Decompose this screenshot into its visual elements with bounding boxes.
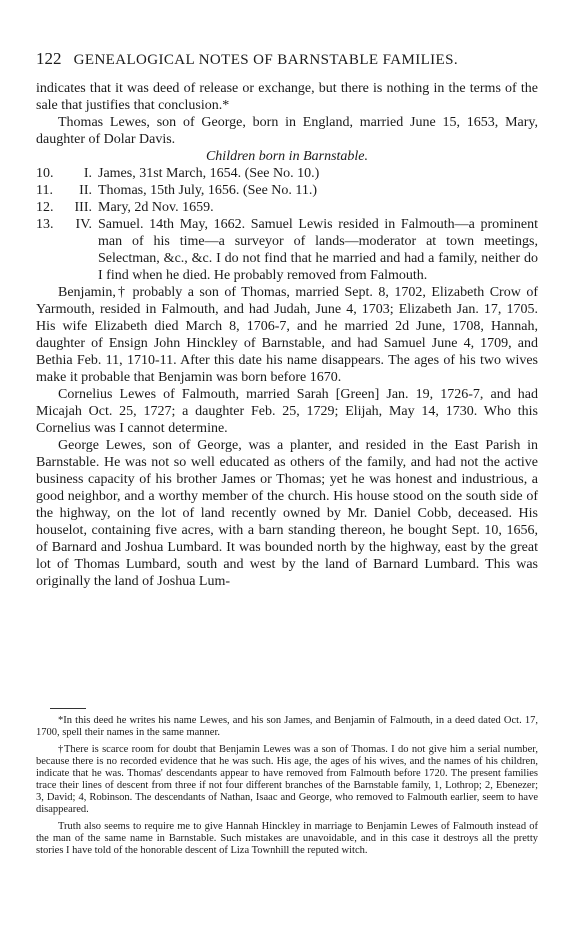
child-text: Samuel. 14th May, 1662. Samuel Lewis resided in Falmouth—a prominent man of his time—a surveyor of lands—moderator at town meetings, Selectman, &c., &c. I do not find that he married and had a family, neither do I find when he died. He probably removed from Falmouth. — [98, 217, 538, 283]
paragraph-thomas-lewes: Thomas Lewes, son of George, born in England, married June 15, 1653, Mary, daughter of Dolar Davis. — [36, 115, 538, 147]
running-header — [36, 49, 546, 69]
serial-number: 11. — [36, 183, 53, 198]
roman-numeral: III. — [74, 200, 92, 215]
paragraph-benjamin: Benjamin,† probably a son of Thomas, married Sept. 8, 1702, Elizabeth Crow of Yarmouth, resided in Falmouth, and had Judah, June 4, 1703; Elizabeth Jan. 17, 1705. His wife Elizabeth died March 8, 1706-7, and he married 2d June, 1708, Hannah, daughter of Ensign John Hinckley of Barnstable, and had Samuel June 4, 1709, and Bethia Feb. 11, 1710-11. After this date his name disappears. The ages of his two wives make it probable that Benjamin was born before 1670. — [36, 285, 538, 385]
roman-numeral: IV. — [75, 217, 92, 232]
child-entry — [36, 199, 538, 216]
running-title: GENEALOGICAL NOTES OF BARNSTABLE FAMILIES. — [73, 52, 458, 68]
child-text: James, 31st March, 1654. (See No. 10.) — [98, 166, 320, 181]
serial-number: 13. — [36, 217, 54, 232]
serial-number: 10. — [36, 166, 54, 181]
child-text: Mary, 2d Nov. 1659. — [98, 200, 214, 215]
footnote-dagger-continued: Truth also seems to require me to give Hannah Hinckley in marriage to Benjamin Lewes of Falmouth instead of the man of the same name in Barnstable. Such mistakes are unavoidable, and in this case it destroys all the pretty stories I have told of the honorable descent of Liza Townhill the reputed witch. — [36, 821, 538, 856]
paragraph-cornelius: Cornelius Lewes of Falmouth, married Sarah [Green] Jan. 19, 1726-7, and had Micajah Oct. 25, 1727; a daughter Feb. 25, 1729; Elijah, May 14, 1730. Who this Cornelius was I cannot determine. — [36, 387, 538, 436]
page-number: 122 — [36, 49, 62, 68]
footnote-rule — [50, 708, 86, 709]
child-text: Thomas, 15th July, 1656. (See No. 11.) — [98, 183, 318, 198]
child-entry — [36, 165, 538, 182]
child-entry — [36, 216, 538, 284]
serial-number: 12. — [36, 200, 54, 215]
footnotes — [36, 708, 538, 857]
footnote-dagger: †There is scarce room for doubt that Benjamin Lewes was a son of Thomas. I do not give him a serial number, because there is no recorded evidence that he was such. His age, the ages of his wives, and the names of his children, indicate that he was. Thomas' descendants appear to have removed from Falmouth before 1720. The present families trace their lines of descent from three if not four different branches of the Barnstable family, 1, Lothrop; 2, Ebenezer; 3, David; 4, Robinson. The descendants of Nathan, Isaac and George, who removed to Falmouth earlier, seem to have disappeared. — [36, 744, 538, 815]
roman-numeral: I. — [83, 166, 92, 181]
children-subheading: Children born in Barnstable. — [205, 149, 369, 164]
footnote-star: *In this deed he writes his name Lewes, and his son James, and Benjamin of Falmouth, in a deed dated Oct. 17, 1700, spell their names in the same manner. — [36, 715, 538, 738]
main-text — [36, 80, 538, 590]
paragraph-george: George Lewes, son of George, was a planter, and resided in the East Parish in Barnstable. He was not so well educated as others of the family, and had not the active business capacity of his brother James or Thomas; yet he was honest and industrious, a good neighbor, and a worthy member of the church. His house stood on the south side of the highway, on the lot of land recently owned by Mr. Daniel Cobb, deceased. His houselot, containing five acres, with a barn standing thereon, he bought Sept. 10, 1656, of Barnard and Joshua Lumbard. It was bounded north by the highway, east by the great lot of Thomas Lumbard, south and west by the land of Barnard Lumbard. This was originally the land of Joshua Lum- — [36, 438, 538, 589]
child-entry — [36, 182, 538, 199]
roman-numeral: II. — [79, 183, 92, 198]
paragraph-continuation: indicates that it was deed of release or exchange, but there is nothing in the terms of the sale that justifies that conclusion.* — [36, 81, 538, 113]
